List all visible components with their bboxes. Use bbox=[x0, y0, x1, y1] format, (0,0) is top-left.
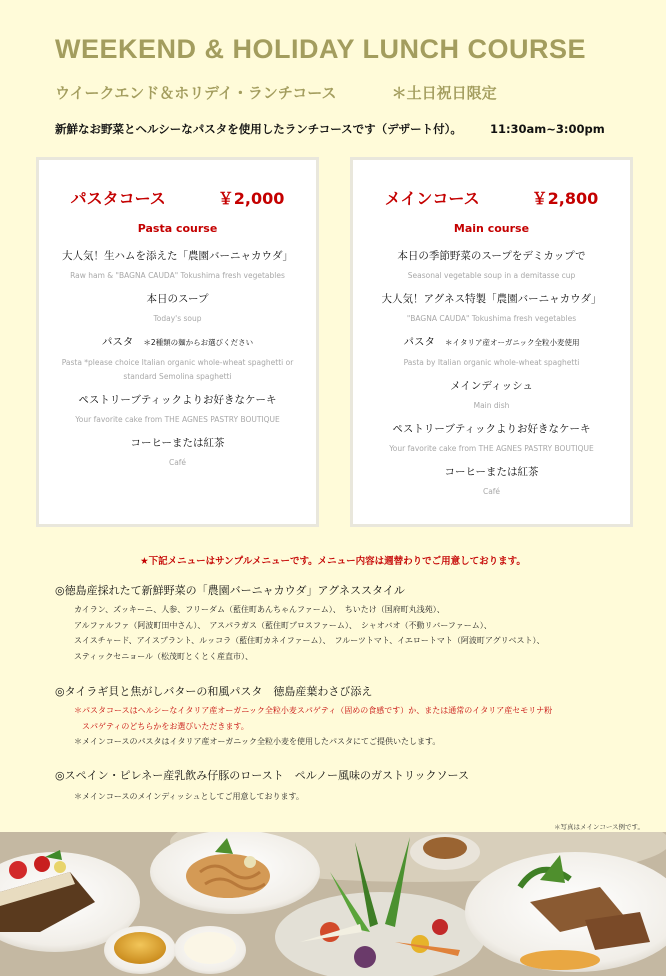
intro-text: 新鮮なお野菜とヘルシーなパスタを使用したランチコースです（デザート付）。 bbox=[55, 122, 462, 136]
pasta-item-en: Café bbox=[168, 458, 187, 467]
main-item-jp: 本日の季節野菜のスープをデミカップで bbox=[397, 250, 586, 262]
main-course-price: ￥2,800 bbox=[531, 189, 599, 208]
pasta-course-name: パスタコース bbox=[70, 189, 166, 208]
subtitle-jp: ウイークエンド＆ホリデイ・ランチコース bbox=[55, 84, 337, 102]
pasta-item-jp: 本日のスープ bbox=[146, 293, 209, 305]
food-photo bbox=[0, 832, 666, 976]
pasta-course-subtitle: Pasta course bbox=[137, 222, 218, 235]
section-line: アルファルファ（阿波町田中さん）、 アスパラガス（藍住町プロスファーム）、 シャオバオ（不動リバーファーム）、 bbox=[74, 620, 492, 630]
pasta-item-jp: 大人気！生ハムを添えた「農園バーニャカウダ」 bbox=[62, 250, 293, 262]
section-line: ＊メインコースのパスタはイタリア産オーガニック全粒小麦を使用したパスタにてご提供いたします。 bbox=[74, 737, 441, 746]
main-course-items bbox=[353, 249, 630, 499]
section-body-roast-pork bbox=[74, 789, 304, 805]
section-line-red: スパゲティのどちらかをお選びいただきます。 bbox=[74, 721, 249, 731]
pasta-course-items bbox=[39, 249, 316, 470]
pasta-item-jp: ペストリーブティックよりお好きなケーキ bbox=[78, 394, 277, 406]
main-item-note: ＊イタリア産オーガニック全粒小麦使用 bbox=[444, 338, 580, 347]
section-line-red: ＊パスタコースはヘルシーなイタリア産オーガニック全粒小麦スパゲティ（固めの食感です）か、または通常のイタリア産セモリナ粉 bbox=[74, 706, 553, 715]
main-item-jp: メインディッシュ bbox=[450, 380, 533, 392]
section-body-pasta bbox=[74, 703, 552, 750]
section-line: ＊メインコースのメインディッシュとしてご用意しております。 bbox=[74, 792, 304, 801]
main-course-subtitle: Main course bbox=[453, 222, 530, 235]
main-course-name: メインコース bbox=[384, 189, 480, 208]
sample-menu-note: ★下記メニューはサンプルメニューです。メニュー内容は週替わりでご用意しております。 bbox=[140, 556, 526, 567]
pasta-item-en: Your favorite cake from THE AGNES PASTRY BOUTIQUE bbox=[75, 415, 280, 424]
main-item-en: Your favorite cake from THE AGNES PASTRY BOUTIQUE bbox=[389, 444, 594, 453]
main-item-en: Café bbox=[482, 487, 501, 496]
page-title: WEEKEND & HOLIDAY LUNCH COURSE bbox=[55, 34, 587, 64]
pasta-item-label: パスタ bbox=[101, 336, 134, 348]
section-title-pasta: ◎タイラギ貝と焦がしバターの和風パスタ 徳島産葉わさび添え bbox=[55, 685, 373, 698]
section-line: カイラン、ズッキーニ、人参、フリーダム（藍住町あんちゃんファーム）、 ちいたけ（国府町丸浅苑）、 bbox=[74, 605, 445, 614]
intro-line bbox=[55, 121, 636, 137]
section-line: スイスチャード、アイスプラント、ルッコラ（藍住町カネイファーム）、 フルーツトマト、イエロートマト（阿波町アグリベスト）、 bbox=[74, 636, 545, 645]
main-item-jp bbox=[353, 335, 630, 350]
pasta-course-card bbox=[36, 157, 319, 527]
pasta-item-en: Raw ham & "BAGNA CAUDA" Tokushima fresh vegetables bbox=[70, 271, 285, 280]
food-photo-illustration bbox=[0, 832, 666, 976]
section-title-bagna-cauda: ◎徳島産採れたて新鮮野菜の「農園バーニャカウダ」アグネススタイル bbox=[55, 584, 405, 597]
main-item-en: Pasta by Italian organic whole-wheat spaghetti bbox=[403, 358, 580, 367]
photo-note: ＊写真はメインコース例です。 bbox=[553, 823, 644, 831]
main-course-header bbox=[353, 186, 630, 210]
main-item-en: "BAGNA CAUDA" Tokushima fresh vegetables bbox=[406, 314, 577, 323]
main-item-label: パスタ bbox=[403, 336, 435, 348]
main-item-jp: 大人気！アグネス特製「農園バーニャカウダ」 bbox=[381, 293, 602, 305]
section-body-bagna-cauda bbox=[74, 602, 544, 664]
main-item-jp: コーヒーまたは紅茶 bbox=[444, 466, 539, 478]
limited-note: ＊土日祝日限定 bbox=[391, 84, 497, 102]
main-item-en: Main dish bbox=[473, 401, 510, 410]
section-title-roast-pork: ◎スペイン・ピレネー産乳飲み仔豚のロースト ペルノー風味のガストリックソース bbox=[55, 769, 469, 782]
pasta-item-jp bbox=[39, 335, 316, 350]
pasta-item-en: Pasta *please choice Italian organic whole-wheat spaghetti or standard Semolina spaghetti bbox=[61, 358, 294, 381]
pasta-item-jp: コーヒーまたは紅茶 bbox=[130, 437, 225, 449]
pasta-course-price: ￥2,000 bbox=[217, 189, 285, 208]
main-course-card bbox=[350, 157, 633, 527]
pasta-course-header bbox=[39, 186, 316, 210]
main-item-en: Seasonal vegetable soup in a demitasse cup bbox=[407, 271, 576, 280]
service-time: 11:30am~3:00pm bbox=[489, 122, 605, 136]
section-line: スティックセニョール（松茂町とくとく産直市）、 bbox=[74, 651, 254, 661]
pasta-plate bbox=[150, 832, 320, 914]
main-item-jp: ペストリーブティックよりお好きなケーキ bbox=[392, 423, 591, 435]
pasta-item-en: Today's soup bbox=[153, 314, 202, 323]
pasta-item-note: ＊2種類の麺からお選びください bbox=[143, 338, 254, 347]
page-subtitle bbox=[55, 82, 497, 103]
